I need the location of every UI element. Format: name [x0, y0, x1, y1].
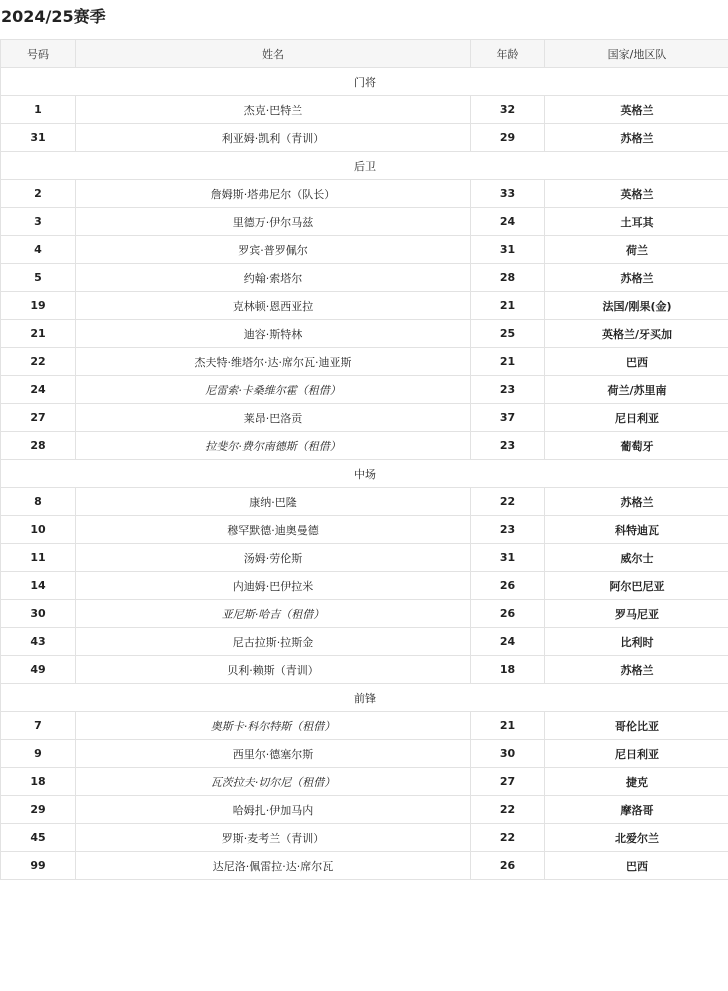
player-number: 10: [1, 516, 76, 544]
player-age: 31: [471, 236, 545, 264]
player-name: 里德万·伊尔马兹: [76, 208, 471, 236]
player-age: 28: [471, 264, 545, 292]
player-number: 31: [1, 124, 76, 152]
table-row: [1, 572, 728, 600]
player-number: 24: [1, 376, 76, 404]
player-name: 迪容·斯特林: [76, 320, 471, 348]
player-name: 达尼洛·佩雷拉·达·席尔瓦: [76, 852, 471, 880]
player-name: 拉斐尔·费尔南德斯（租借）: [76, 432, 471, 460]
table-row: [1, 628, 728, 656]
player-age: 26: [471, 852, 545, 880]
player-number: 18: [1, 768, 76, 796]
player-age: 26: [471, 572, 545, 600]
player-age: 23: [471, 376, 545, 404]
player-nation: 尼日利亚: [545, 404, 728, 432]
player-name: 哈姆扎·伊加马内: [76, 796, 471, 824]
player-age: 22: [471, 488, 545, 516]
player-name: 杰克·巴特兰: [76, 96, 471, 124]
table-row: [1, 180, 728, 208]
player-age: 29: [471, 124, 545, 152]
player-age: 22: [471, 796, 545, 824]
player-nation: 苏格兰: [545, 264, 728, 292]
player-name: 康纳·巴隆: [76, 488, 471, 516]
section-row-goalkeepers: [1, 68, 728, 96]
player-age: 37: [471, 404, 545, 432]
player-number: 49: [1, 656, 76, 684]
player-nation: 荷兰: [545, 236, 728, 264]
player-nation: 比利时: [545, 628, 728, 656]
player-age: 30: [471, 740, 545, 768]
player-age: 33: [471, 180, 545, 208]
player-nation: 法国/刚果(金): [545, 292, 728, 320]
table-row: [1, 488, 728, 516]
section-row-defenders: [1, 152, 728, 180]
section-label: 前锋: [1, 684, 728, 712]
player-nation: 摩洛哥: [545, 796, 728, 824]
player-nation: 威尔士: [545, 544, 728, 572]
table-row: [1, 264, 728, 292]
player-age: 23: [471, 516, 545, 544]
section-label: 中场: [1, 460, 728, 488]
player-name: 内迪姆·巴伊拉米: [76, 572, 471, 600]
player-nation: 北爱尔兰: [545, 824, 728, 852]
column-header-nation: 国家/地区队: [545, 40, 728, 68]
table-row: [1, 656, 728, 684]
column-header-name: 姓名: [76, 40, 471, 68]
player-nation: 土耳其: [545, 208, 728, 236]
player-number: 21: [1, 320, 76, 348]
section-row-midfielders: [1, 460, 728, 488]
table-row: [1, 348, 728, 376]
player-nation: 罗马尼亚: [545, 600, 728, 628]
player-name: 穆罕默德·迪奥曼德: [76, 516, 471, 544]
player-nation: 苏格兰: [545, 488, 728, 516]
player-name: 克林顿·恩西亚拉: [76, 292, 471, 320]
player-number: 1: [1, 96, 76, 124]
table-row: [1, 740, 728, 768]
player-nation: 英格兰: [545, 180, 728, 208]
player-nation: 哥伦比亚: [545, 712, 728, 740]
player-name: 汤姆·劳伦斯: [76, 544, 471, 572]
player-number: 14: [1, 572, 76, 600]
player-age: 32: [471, 96, 545, 124]
player-number: 27: [1, 404, 76, 432]
table-row: [1, 712, 728, 740]
player-age: 27: [471, 768, 545, 796]
table-row: [1, 320, 728, 348]
player-age: 18: [471, 656, 545, 684]
column-header-age: 年龄: [471, 40, 545, 68]
player-nation: 巴西: [545, 852, 728, 880]
table-row: [1, 404, 728, 432]
player-name: 西里尔·德塞尔斯: [76, 740, 471, 768]
table-row: [1, 96, 728, 124]
player-name: 尼雷索·卡桑维尔霍（租借）: [76, 376, 471, 404]
player-number: 5: [1, 264, 76, 292]
player-age: 21: [471, 292, 545, 320]
player-name: 约翰·索塔尔: [76, 264, 471, 292]
table-row: [1, 516, 728, 544]
player-number: 99: [1, 852, 76, 880]
player-nation: 苏格兰: [545, 656, 728, 684]
player-nation: 捷克: [545, 768, 728, 796]
player-number: 43: [1, 628, 76, 656]
table-row: [1, 376, 728, 404]
table-row: [1, 824, 728, 852]
player-nation: 英格兰: [545, 96, 728, 124]
player-number: 3: [1, 208, 76, 236]
player-nation: 阿尔巴尼亚: [545, 572, 728, 600]
player-name: 莱昂·巴洛贡: [76, 404, 471, 432]
player-name: 瓦茨拉夫·切尔尼（租借）: [76, 768, 471, 796]
section-row-forwards: [1, 684, 728, 712]
table-row: [1, 544, 728, 572]
table-row: [1, 124, 728, 152]
player-number: 30: [1, 600, 76, 628]
table-row: [1, 432, 728, 460]
player-number: 2: [1, 180, 76, 208]
player-nation: 葡萄牙: [545, 432, 728, 460]
table-row: [1, 208, 728, 236]
player-number: 8: [1, 488, 76, 516]
player-name: 詹姆斯·塔弗尼尔（队长）: [76, 180, 471, 208]
player-age: 25: [471, 320, 545, 348]
player-nation: 英格兰/牙买加: [545, 320, 728, 348]
section-label: 后卫: [1, 152, 728, 180]
table-header-row: [1, 40, 728, 68]
player-age: 21: [471, 712, 545, 740]
table-row: [1, 796, 728, 824]
player-name: 杰夫特·维塔尔·达·席尔瓦·迪亚斯: [76, 348, 471, 376]
player-number: 11: [1, 544, 76, 572]
player-name: 贝利·赖斯（青训）: [76, 656, 471, 684]
player-number: 9: [1, 740, 76, 768]
player-age: 24: [471, 208, 545, 236]
table-row: [1, 852, 728, 880]
player-name: 利亚姆·凯利（青训）: [76, 124, 471, 152]
player-name: 罗宾·普罗佩尔: [76, 236, 471, 264]
player-age: 26: [471, 600, 545, 628]
squad-table: [0, 39, 728, 880]
table-row: [1, 236, 728, 264]
player-age: 22: [471, 824, 545, 852]
column-header-number: 号码: [1, 40, 76, 68]
player-age: 24: [471, 628, 545, 656]
player-nation: 巴西: [545, 348, 728, 376]
player-number: 28: [1, 432, 76, 460]
player-age: 21: [471, 348, 545, 376]
player-name: 奥斯卡·科尔特斯（租借）: [76, 712, 471, 740]
page-title: 2024/25赛季: [1, 7, 106, 26]
player-number: 22: [1, 348, 76, 376]
table-row: [1, 600, 728, 628]
table-row: [1, 768, 728, 796]
player-name: 亚尼斯·哈吉（租借）: [76, 600, 471, 628]
player-nation: 科特迪瓦: [545, 516, 728, 544]
section-label: 门将: [1, 68, 728, 96]
player-age: 31: [471, 544, 545, 572]
player-nation: 尼日利亚: [545, 740, 728, 768]
player-number: 45: [1, 824, 76, 852]
player-nation: 荷兰/苏里南: [545, 376, 728, 404]
player-number: 4: [1, 236, 76, 264]
player-name: 罗斯·麦考兰（青训）: [76, 824, 471, 852]
player-number: 19: [1, 292, 76, 320]
player-number: 29: [1, 796, 76, 824]
player-nation: 苏格兰: [545, 124, 728, 152]
player-name: 尼古拉斯·拉斯金: [76, 628, 471, 656]
table-row: [1, 292, 728, 320]
player-age: 23: [471, 432, 545, 460]
player-number: 7: [1, 712, 76, 740]
